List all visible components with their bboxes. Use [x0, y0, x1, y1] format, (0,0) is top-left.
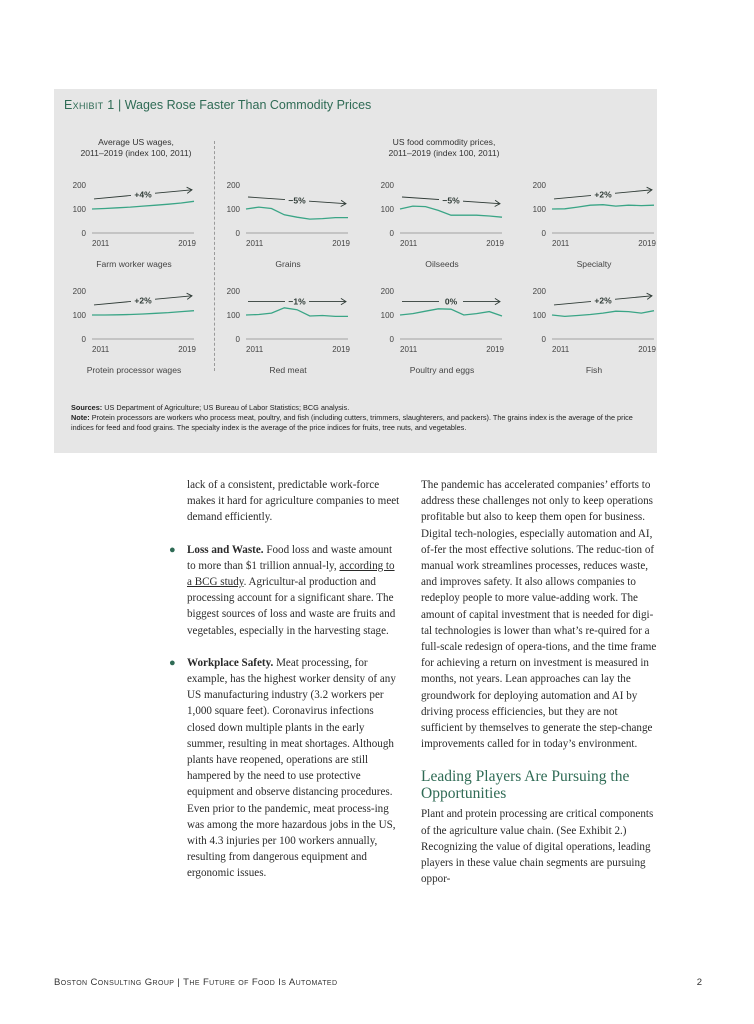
x-tick-label: 2019 — [486, 345, 504, 354]
mini-chart-svg — [524, 285, 664, 365]
col1-intro: lack of a consistent, predictable work-force makes it hard for agriculture companies to meet demand efficiently. — [187, 479, 400, 524]
mini-chart — [218, 179, 358, 275]
change-label: −1% — [288, 296, 306, 307]
x-tick-label: 2019 — [486, 239, 504, 248]
y-tick-label: 200 — [72, 181, 86, 190]
mini-chart — [64, 179, 204, 275]
footer-title — [54, 977, 337, 988]
bullet1-post: . Agricultur-al production and processing account for a significant share. The biggest sources of loss and waste are fruits and vegetables, especially in the harvesting stage. — [187, 576, 396, 637]
mini-chart-svg — [64, 179, 204, 259]
series-line — [400, 206, 502, 217]
chart-caption: Oilseeds — [425, 259, 459, 269]
series-line — [92, 311, 194, 315]
y-tick-label: 0 — [541, 229, 546, 238]
x-tick-label: 2019 — [178, 345, 196, 354]
mini-chart — [372, 285, 512, 381]
chart-caption: Poultry and eggs — [409, 365, 475, 375]
mini-chart-svg — [64, 285, 204, 365]
x-tick-label: 2011 — [246, 239, 264, 248]
body-column-left — [169, 477, 402, 882]
x-tick-label: 2019 — [332, 239, 350, 248]
page-number: 2 — [696, 977, 702, 988]
mini-chart-svg — [218, 285, 358, 365]
exhibit-panel — [54, 89, 657, 453]
x-tick-label: 2011 — [92, 239, 110, 248]
series-line — [400, 309, 502, 316]
y-tick-label: 0 — [541, 335, 546, 344]
mini-chart-svg — [218, 179, 358, 259]
x-tick-label: 2011 — [400, 345, 418, 354]
chart-caption: Red meat — [269, 365, 307, 375]
chart-caption: Protein processor wages — [86, 365, 182, 375]
series-line — [246, 207, 348, 219]
y-tick-label: 200 — [226, 287, 240, 296]
commodity-group-heading: US food commodity prices, 2011–2019 (index 100, 2011) — [388, 137, 500, 158]
note-text: Protein processors are workers who process meat, poultry, and fish (including cutters, trimmers, slaughterers, and packers). The grains index is the average of the price indices for feed and food grains. The specialty index is the average of the price indices for fruits, tree nuts, and vegetables. — [71, 413, 633, 432]
col2-para2: Plant and protein processing are critical components of the agriculture value chain. (See Exhibit 2.) Recognizing the value of digital operations, leading players in these value chain segments are pursuing oppor- — [421, 808, 654, 886]
change-label: +2% — [594, 295, 612, 306]
y-tick-label: 100 — [532, 205, 546, 214]
mini-chart — [524, 179, 664, 275]
y-tick-label: 0 — [235, 229, 240, 238]
x-tick-label: 2011 — [552, 345, 570, 354]
body-column-right — [421, 477, 658, 887]
sources-text: US Department of Agriculture; US Bureau of Labor Statistics; BCG analysis. — [104, 403, 350, 412]
y-tick-label: 200 — [380, 181, 394, 190]
exhibit-separator: | — [117, 98, 122, 112]
bullet-workplace-safety — [169, 655, 402, 882]
col2-para1: The pandemic has accelerated companies’ efforts to address these challenges not only to keep operations profitable but also to keep them open for business. Digital tech-nologies, especially automation and AI, of-fer the most effective solutions. The reduc-tion of manual work streamlines processes, reduces waste, and improves safety. It also allows companies to redeploy people to more value-adding work. The amount of capital investment that is needed for digi-tal technologies is lower than what’s re-quired for a full-scale redesign of opera-tions, and the time frame for achieving a return on investment is measured in months, not years. Lean approaches can lay the groundwork for deploying automation and AI by driving process efficiencies, but they are not sufficient by themselves to generate the step-change improvements called for in today’s environment. — [421, 479, 657, 751]
y-tick-label: 100 — [380, 205, 394, 214]
bcg-study-link[interactable]: according to a BCG study — [187, 559, 395, 589]
mini-chart — [218, 285, 358, 381]
footer-separator: | — [177, 977, 181, 988]
series-line — [552, 311, 654, 317]
bullet-dot-icon: ● — [169, 543, 176, 556]
footer-left: Boston Consulting Group — [54, 977, 175, 988]
bullet1-title: Loss and Waste. — [187, 543, 264, 556]
mini-chart-svg — [524, 179, 664, 259]
mini-chart — [524, 285, 664, 381]
x-tick-label: 2019 — [332, 345, 350, 354]
series-line — [246, 308, 348, 317]
x-tick-label: 2011 — [552, 239, 570, 248]
y-tick-label: 100 — [226, 311, 240, 320]
y-tick-label: 0 — [81, 229, 86, 238]
series-line — [92, 201, 194, 209]
chart-caption: Specialty — [576, 259, 612, 269]
y-tick-label: 100 — [380, 311, 394, 320]
change-label: 0% — [444, 296, 458, 307]
change-label: +4% — [134, 189, 152, 200]
group-divider — [214, 141, 215, 371]
exhibit-title — [64, 98, 371, 112]
chart-caption: Fish — [585, 365, 603, 375]
y-tick-label: 100 — [226, 205, 240, 214]
wages-group-heading: Average US wages, 2011–2019 (index 100, 2011) — [80, 137, 192, 158]
exhibit-label: Exhibit 1 — [64, 98, 115, 112]
y-tick-label: 200 — [226, 181, 240, 190]
y-tick-label: 100 — [532, 311, 546, 320]
change-label: −5% — [442, 195, 460, 206]
x-tick-label: 2019 — [178, 239, 196, 248]
note-label: Note: — [71, 413, 90, 422]
series-line — [552, 205, 654, 209]
sources-label: Sources: — [71, 403, 103, 412]
y-tick-label: 0 — [235, 335, 240, 344]
y-tick-label: 0 — [389, 335, 394, 344]
y-tick-label: 200 — [72, 287, 86, 296]
chart-caption: Grains — [275, 259, 301, 269]
y-tick-label: 200 — [532, 181, 546, 190]
x-tick-label: 2011 — [92, 345, 110, 354]
y-tick-label: 200 — [532, 287, 546, 296]
y-tick-label: 200 — [380, 287, 394, 296]
y-tick-label: 0 — [389, 229, 394, 238]
x-tick-label: 2011 — [246, 345, 264, 354]
bullet2-title: Workplace Safety. — [187, 656, 274, 669]
y-tick-label: 100 — [72, 311, 86, 320]
sources-note — [71, 403, 641, 433]
bullet1-pre: Food loss and waste amount to more than $1 trillion annual-ly, — [187, 543, 393, 572]
x-tick-label: 2019 — [638, 239, 656, 248]
footer-right: The Future of Food Is Automated — [183, 977, 338, 988]
bullet-dot-icon: ● — [169, 656, 176, 669]
change-label: −5% — [288, 195, 306, 206]
section-heading: Leading Players Are Pursuing the Opportunities — [421, 768, 630, 803]
exhibit-title-text: Wages Rose Faster Than Commodity Prices — [124, 98, 372, 112]
mini-chart-svg — [372, 285, 512, 365]
bullet2-text: Meat processing, for example, has the highest worker density of any US manufacturing industry (3.2 workers per 1,000 square feet). Coronavirus infections closed down multiple plants in the early summer, resulting in meat shortages. Although plants have reopened, operations are still hampered by the need to use protective equipment and observe distancing procedures. Even prior to the pandemic, meat process-ing was among the more hazardous jobs in the US, with 4.3 injuries per 100 workers annually, resulting from dangerous equipment and ergonomic issues. — [187, 656, 396, 880]
bullet-loss-waste — [169, 542, 402, 639]
chart-caption: Farm worker wages — [96, 259, 172, 269]
change-label: +2% — [594, 189, 612, 200]
x-tick-label: 2011 — [400, 239, 418, 248]
mini-chart — [372, 179, 512, 275]
change-label: +2% — [134, 295, 152, 306]
x-tick-label: 2019 — [638, 345, 656, 354]
mini-chart-svg — [372, 179, 512, 259]
y-tick-label: 100 — [72, 205, 86, 214]
y-tick-label: 0 — [81, 335, 86, 344]
mini-chart — [64, 285, 204, 381]
